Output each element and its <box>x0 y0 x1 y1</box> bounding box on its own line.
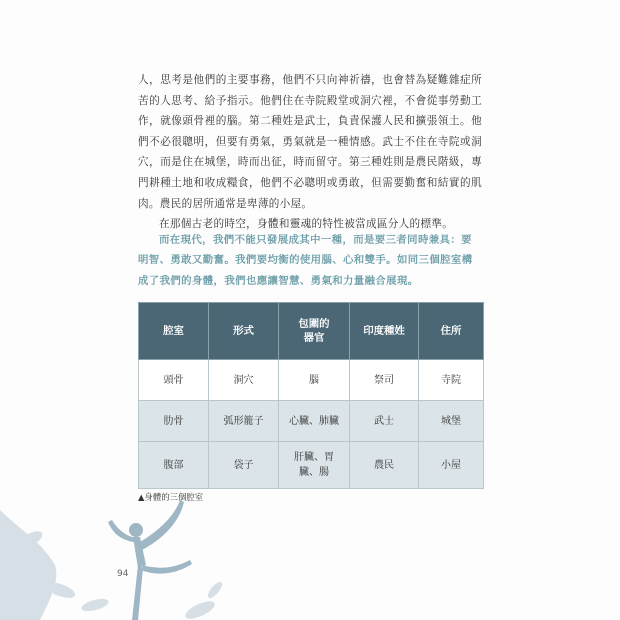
table-cell: 心臟、肺臟 <box>279 401 350 442</box>
table-header-cell: 住所 <box>419 303 484 360</box>
dancer-silhouette-decoration <box>0 470 230 620</box>
table-header-cell: 印度種姓 <box>350 303 419 360</box>
highlight-text <box>138 230 482 291</box>
table-caption: ▲身體的三個腔室 <box>138 492 204 502</box>
table-cell: 弧形籠子 <box>209 401 279 442</box>
table-cell: 頭骨 <box>139 360 209 401</box>
body-paragraph: 人，思考是他們的主要事務，他們不只向神祈禱，也會替為疑難雜症所苦的人思考、給予指示。他們住在寺院殿堂或洞穴裡，不會從事勞動工作，就像頭骨裡的腦。第二種姓是武士，負責保護人民和擴張領土。他們不必很聰明，但要有勇氣，勇氣就是一種情感。武士不住在寺院或洞穴，而是住在城堡，時而出征，時而留守。第三種姓則是農民階級，專門耕種土地和收成糧食，他們不必聰明或勇敢，但需要勤奮和結實的肌肉。農民的居所通常是卑薄的小屋。 <box>138 74 482 210</box>
table-header-cell: 腔室 <box>139 303 209 360</box>
table-cell: 洞穴 <box>209 360 279 401</box>
table-header-row <box>139 303 484 360</box>
table-cell: 寺院 <box>419 360 484 401</box>
body-text <box>138 70 482 235</box>
table-header-cell-text: 包圍的器官 <box>298 318 330 344</box>
table-header-cell <box>279 303 350 360</box>
table-cell: 城堡 <box>419 401 484 442</box>
table-cell: 腦 <box>279 360 350 401</box>
page-number: 94 <box>117 569 129 579</box>
body-chambers-table <box>138 302 484 489</box>
table-cell: 武士 <box>350 401 419 442</box>
table-row <box>139 401 484 442</box>
table-cell: 農民 <box>350 442 419 489</box>
table-cell: 小屋 <box>419 442 484 489</box>
table-cell: 袋子 <box>209 442 279 489</box>
table-row <box>139 360 484 401</box>
table-cell-text: 肝臟、胃臟、腸 <box>294 452 334 478</box>
table-cell: 腹部 <box>139 442 209 489</box>
table-cell <box>279 442 350 489</box>
highlight-paragraph: 而在現代，我們不能只發展成其中一種，而是要三者同時兼具：要明智、勇敢又勤奮。我們要均衡的使用腦、心和雙手。如同三個腔室構成了我們的身體，我們也應讓智慧、勇氣和力量融合展現。 <box>138 234 473 287</box>
body-paragraph: 在那個古老的時空，身體和靈魂的特性被當成區分人的標準。 <box>159 218 454 231</box>
table-cell: 祭司 <box>350 360 419 401</box>
table-cell: 肋骨 <box>139 401 209 442</box>
table-header-cell: 形式 <box>209 303 279 360</box>
